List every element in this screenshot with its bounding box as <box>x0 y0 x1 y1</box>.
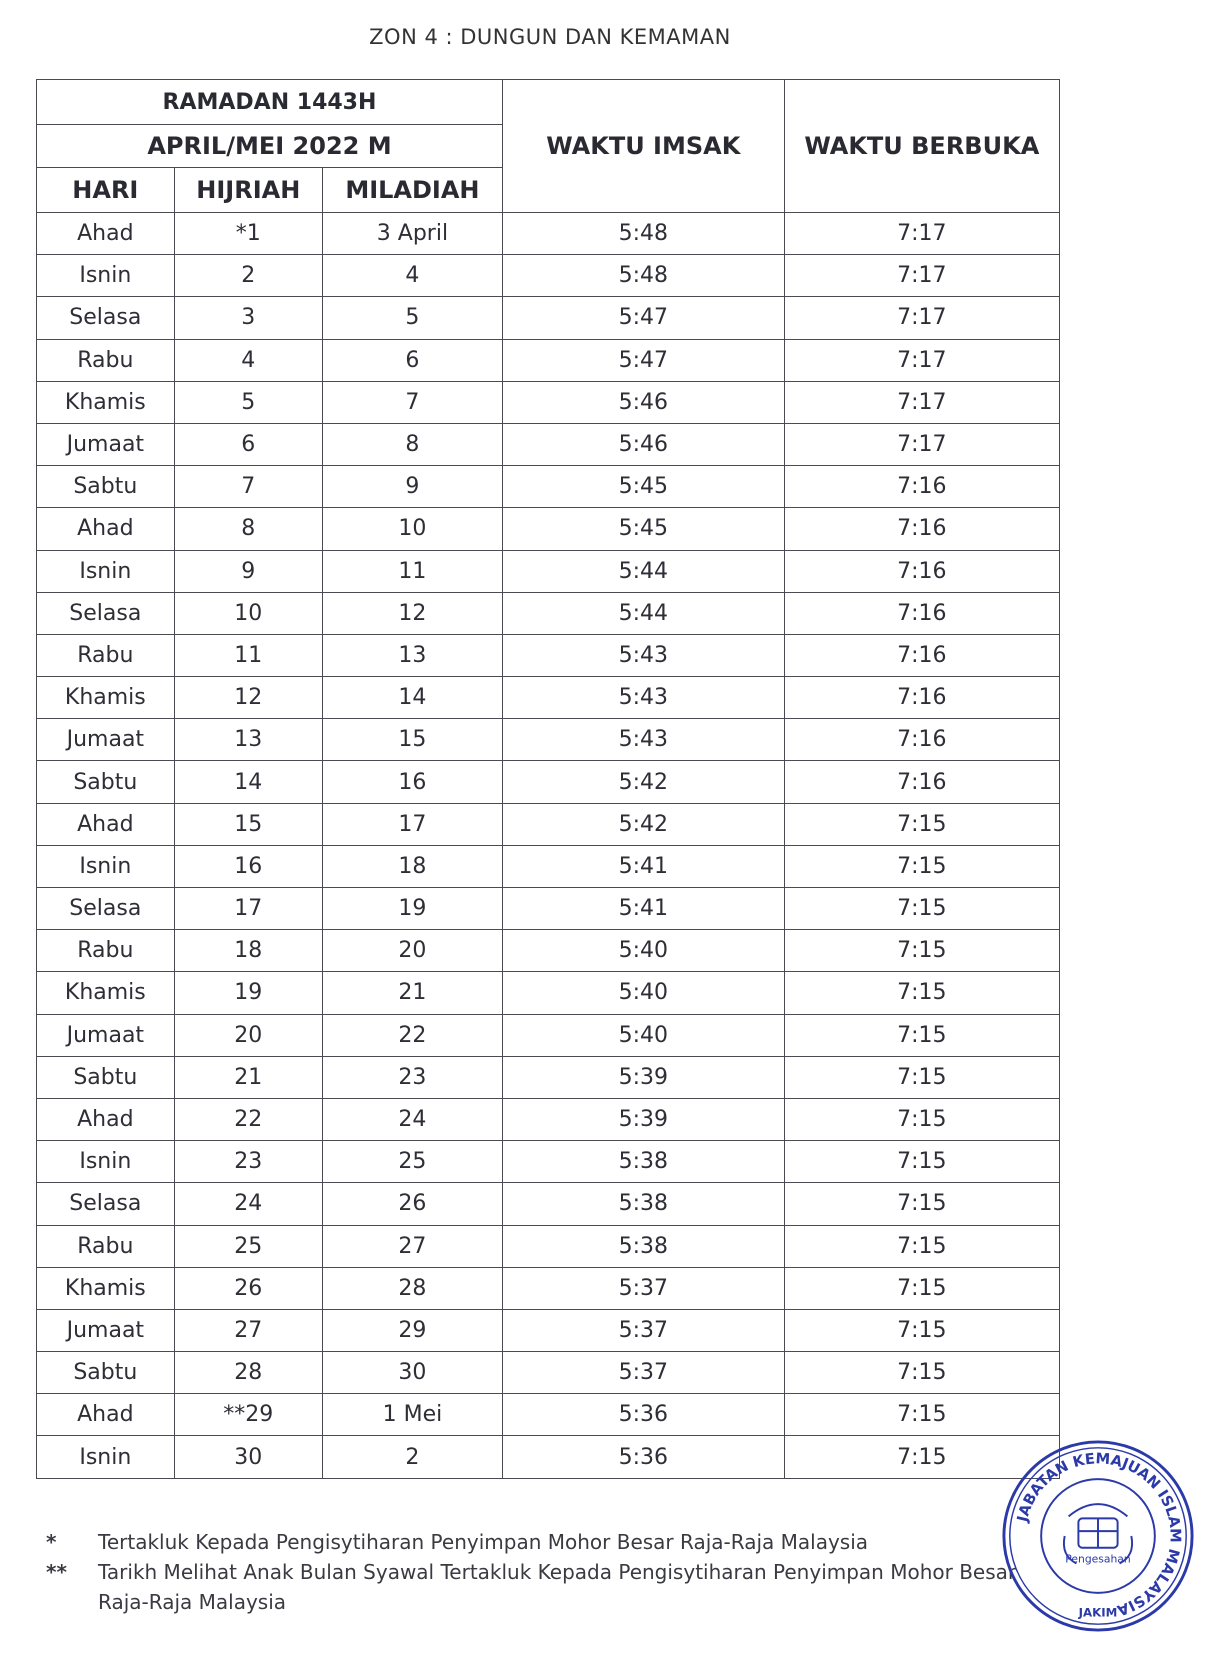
imsak-cell: 5:37 <box>502 1352 784 1394</box>
miladiah-cell: 9 <box>322 466 502 508</box>
berbuka-cell: 7:15 <box>784 972 1059 1014</box>
table-row <box>37 803 1060 845</box>
hijriah-cell: 10 <box>174 592 322 634</box>
table-row <box>37 1141 1060 1183</box>
imsak-cell: 5:40 <box>502 972 784 1014</box>
hari-cell: Ahad <box>37 1394 175 1436</box>
berbuka-cell: 7:15 <box>784 1352 1059 1394</box>
berbuka-cell: 7:15 <box>784 1309 1059 1351</box>
hijriah-cell: 23 <box>174 1141 322 1183</box>
table-row <box>37 508 1060 550</box>
footnote-mark: * <box>46 1530 57 1554</box>
table-row <box>37 1394 1060 1436</box>
hari-cell: Isnin <box>37 845 175 887</box>
miladiah-cell: 25 <box>322 1141 502 1183</box>
imsak-cell: 5:41 <box>502 888 784 930</box>
svg-text:JAKIM: JAKIM <box>1078 1605 1118 1620</box>
imsak-cell: 5:41 <box>502 845 784 887</box>
berbuka-cell: 7:15 <box>784 1436 1059 1478</box>
hari-cell: Ahad <box>37 803 175 845</box>
table-row <box>37 1056 1060 1098</box>
hijriah-cell: 16 <box>174 845 322 887</box>
table-row <box>37 1309 1060 1351</box>
imsak-cell: 5:46 <box>502 381 784 423</box>
berbuka-cell: 7:15 <box>784 888 1059 930</box>
table-row <box>37 1183 1060 1225</box>
hari-cell: Ahad <box>37 1098 175 1140</box>
miladiah-cell: 28 <box>322 1267 502 1309</box>
hari-cell: Khamis <box>37 677 175 719</box>
hari-cell: Rabu <box>37 930 175 972</box>
berbuka-cell: 7:16 <box>784 508 1059 550</box>
footnote-mark: ** <box>46 1560 67 1584</box>
miladiah-cell: 1 Mei <box>322 1394 502 1436</box>
hari-cell: Khamis <box>37 1267 175 1309</box>
hijriah-cell: 22 <box>174 1098 322 1140</box>
hijriah-cell: 15 <box>174 803 322 845</box>
berbuka-cell: 7:15 <box>784 1056 1059 1098</box>
miladiah-cell: 3 April <box>322 213 502 255</box>
svg-text:Pengesahan: Pengesahan <box>1065 1552 1131 1566</box>
miladiah-cell: 14 <box>322 677 502 719</box>
berbuka-cell: 7:17 <box>784 423 1059 465</box>
hari-cell: Selasa <box>37 592 175 634</box>
berbuka-cell: 7:15 <box>784 1225 1059 1267</box>
footnote <box>46 1557 1026 1617</box>
table-row <box>37 466 1060 508</box>
waktu-berbuka-header: WAKTU BERBUKA <box>784 80 1059 213</box>
table-row <box>37 972 1060 1014</box>
berbuka-cell: 7:15 <box>784 1183 1059 1225</box>
berbuka-cell: 7:17 <box>784 213 1059 255</box>
imsak-cell: 5:42 <box>502 761 784 803</box>
miladiah-cell: 26 <box>322 1183 502 1225</box>
hijriah-cell: 24 <box>174 1183 322 1225</box>
berbuka-cell: 7:17 <box>784 381 1059 423</box>
berbuka-cell: 7:15 <box>784 1267 1059 1309</box>
table-row <box>37 1098 1060 1140</box>
hijriah-cell: 7 <box>174 466 322 508</box>
hijriah-cell: *1 <box>174 213 322 255</box>
hijriah-cell: 28 <box>174 1352 322 1394</box>
table-row <box>37 255 1060 297</box>
miladiah-cell: 5 <box>322 297 502 339</box>
table-row <box>37 845 1060 887</box>
berbuka-cell: 7:16 <box>784 761 1059 803</box>
imsak-cell: 5:40 <box>502 930 784 972</box>
miladiah-cell: 17 <box>322 803 502 845</box>
imsak-cell: 5:47 <box>502 297 784 339</box>
hijriah-cell: 26 <box>174 1267 322 1309</box>
table-row <box>37 381 1060 423</box>
zone-title: ZON 4 : DUNGUN DAN KEMAMAN <box>369 25 731 49</box>
hijriah-cell: 21 <box>174 1056 322 1098</box>
hari-cell: Jumaat <box>37 1014 175 1056</box>
table-row <box>37 1225 1060 1267</box>
imsak-cell: 5:37 <box>502 1267 784 1309</box>
miladiah-cell: 12 <box>322 592 502 634</box>
imsak-cell: 5:40 <box>502 1014 784 1056</box>
hari-cell: Ahad <box>37 508 175 550</box>
footnote-text: Tertakluk Kepada Pengisytiharan Penyimpan Mohor Besar Raja-Raja Malaysia <box>98 1530 869 1554</box>
hijriah-cell: 3 <box>174 297 322 339</box>
hijriah-cell: 13 <box>174 719 322 761</box>
miladiah-cell: 23 <box>322 1056 502 1098</box>
miladiah-cell: 10 <box>322 508 502 550</box>
berbuka-cell: 7:16 <box>784 719 1059 761</box>
miladiah-cell: 20 <box>322 930 502 972</box>
hari-cell: Isnin <box>37 550 175 592</box>
hijriah-cell: 11 <box>174 634 322 676</box>
imsak-cell: 5:46 <box>502 423 784 465</box>
hari-cell: Selasa <box>37 888 175 930</box>
berbuka-cell: 7:16 <box>784 634 1059 676</box>
berbuka-cell: 7:15 <box>784 1098 1059 1140</box>
hari-cell: Sabtu <box>37 1056 175 1098</box>
hari-cell: Isnin <box>37 1141 175 1183</box>
imsak-cell: 5:38 <box>502 1183 784 1225</box>
miladiah-cell: 13 <box>322 634 502 676</box>
hijriah-cell: 17 <box>174 888 322 930</box>
table-row <box>37 297 1060 339</box>
ramadan-header: RAMADAN 1443H <box>37 80 503 125</box>
berbuka-cell: 7:17 <box>784 339 1059 381</box>
berbuka-cell: 7:16 <box>784 466 1059 508</box>
berbuka-cell: 7:15 <box>784 1014 1059 1056</box>
miladiah-cell: 16 <box>322 761 502 803</box>
miladiah-cell: 21 <box>322 972 502 1014</box>
berbuka-cell: 7:17 <box>784 255 1059 297</box>
footnote <box>46 1527 1026 1557</box>
table-row <box>37 213 1060 255</box>
miladiah-cell: 4 <box>322 255 502 297</box>
hijriah-cell: 9 <box>174 550 322 592</box>
berbuka-cell: 7:15 <box>784 1394 1059 1436</box>
hari-cell: Selasa <box>37 1183 175 1225</box>
table-row <box>37 1014 1060 1056</box>
hijriah-cell: 14 <box>174 761 322 803</box>
hari-cell: Rabu <box>37 1225 175 1267</box>
table-row <box>37 677 1060 719</box>
miladiah-cell: 18 <box>322 845 502 887</box>
months-header: APRIL/MEI 2022 M <box>37 125 503 168</box>
hijriah-header: HIJRIAH <box>174 168 322 213</box>
miladiah-cell: 11 <box>322 550 502 592</box>
hari-cell: Jumaat <box>37 423 175 465</box>
hijriah-cell: 25 <box>174 1225 322 1267</box>
table-row <box>37 930 1060 972</box>
imsak-cell: 5:47 <box>502 339 784 381</box>
berbuka-cell: 7:16 <box>784 550 1059 592</box>
table-row <box>37 339 1060 381</box>
table-row <box>37 592 1060 634</box>
hijriah-cell: 2 <box>174 255 322 297</box>
hari-header: HARI <box>37 168 175 213</box>
hari-cell: Khamis <box>37 972 175 1014</box>
hari-cell: Selasa <box>37 297 175 339</box>
hari-cell: Sabtu <box>37 466 175 508</box>
miladiah-cell: 6 <box>322 339 502 381</box>
footnote-text: Tarikh Melihat Anak Bulan Syawal Tertakluk Kepada Pengisytiharan Penyimpan Mohor Besar Raja-Raja Malaysia <box>98 1560 1017 1614</box>
hari-cell: Jumaat <box>37 1309 175 1351</box>
berbuka-cell: 7:15 <box>784 845 1059 887</box>
table-row <box>37 1436 1060 1478</box>
imsak-cell: 5:38 <box>502 1141 784 1183</box>
berbuka-cell: 7:16 <box>784 677 1059 719</box>
hari-cell: Jumaat <box>37 719 175 761</box>
miladiah-cell: 29 <box>322 1309 502 1351</box>
table-row <box>37 761 1060 803</box>
miladiah-cell: 22 <box>322 1014 502 1056</box>
table-row <box>37 423 1060 465</box>
table-row <box>37 634 1060 676</box>
imsak-cell: 5:45 <box>502 466 784 508</box>
hijriah-cell: 6 <box>174 423 322 465</box>
miladiah-cell: 15 <box>322 719 502 761</box>
imsak-cell: 5:48 <box>502 255 784 297</box>
miladiah-cell: 19 <box>322 888 502 930</box>
svg-text:JABATAN KEMAJUAN ISLAM MALAYSI: JABATAN KEMAJUAN ISLAM MALAYSIA <box>1014 1450 1184 1619</box>
hijriah-cell: 4 <box>174 339 322 381</box>
imsak-cell: 5:42 <box>502 803 784 845</box>
imsak-cell: 5:36 <box>502 1436 784 1478</box>
hari-cell: Rabu <box>37 634 175 676</box>
imsak-cell: 5:36 <box>502 1394 784 1436</box>
berbuka-cell: 7:15 <box>784 930 1059 972</box>
imsak-cell: 5:39 <box>502 1098 784 1140</box>
hari-cell: Khamis <box>37 381 175 423</box>
berbuka-cell: 7:16 <box>784 592 1059 634</box>
miladiah-cell: 8 <box>322 423 502 465</box>
imsak-cell: 5:43 <box>502 719 784 761</box>
table-row <box>37 550 1060 592</box>
miladiah-cell: 24 <box>322 1098 502 1140</box>
miladiah-cell: 27 <box>322 1225 502 1267</box>
imsak-cell: 5:38 <box>502 1225 784 1267</box>
imsak-cell: 5:44 <box>502 592 784 634</box>
table-row <box>37 1352 1060 1394</box>
berbuka-cell: 7:15 <box>784 803 1059 845</box>
hijriah-cell: 20 <box>174 1014 322 1056</box>
waktu-imsak-header: WAKTU IMSAK <box>502 80 784 213</box>
jakim-seal-stamp <box>1000 1438 1196 1634</box>
imsak-cell: 5:43 <box>502 634 784 676</box>
hijriah-cell: 27 <box>174 1309 322 1351</box>
imsak-cell: 5:39 <box>502 1056 784 1098</box>
hari-cell: Isnin <box>37 1436 175 1478</box>
miladiah-header: MILADIAH <box>322 168 502 213</box>
imsak-cell: 5:37 <box>502 1309 784 1351</box>
berbuka-cell: 7:17 <box>784 297 1059 339</box>
miladiah-cell: 7 <box>322 381 502 423</box>
miladiah-cell: 2 <box>322 1436 502 1478</box>
table-row <box>37 1267 1060 1309</box>
imsak-cell: 5:43 <box>502 677 784 719</box>
table-row <box>37 719 1060 761</box>
hari-cell: Sabtu <box>37 1352 175 1394</box>
berbuka-cell: 7:15 <box>784 1141 1059 1183</box>
imsak-cell: 5:45 <box>502 508 784 550</box>
imsak-cell: 5:48 <box>502 213 784 255</box>
imsak-berbuka-table <box>36 79 1060 1479</box>
hijriah-cell: 19 <box>174 972 322 1014</box>
table-row <box>37 888 1060 930</box>
hari-cell: Isnin <box>37 255 175 297</box>
footnotes <box>46 1527 1026 1617</box>
hari-cell: Rabu <box>37 339 175 381</box>
imsak-cell: 5:44 <box>502 550 784 592</box>
hijriah-cell: 8 <box>174 508 322 550</box>
miladiah-cell: 30 <box>322 1352 502 1394</box>
hari-cell: Sabtu <box>37 761 175 803</box>
hijriah-cell: 12 <box>174 677 322 719</box>
hijriah-cell: 30 <box>174 1436 322 1478</box>
hari-cell: Ahad <box>37 213 175 255</box>
hijriah-cell: **29 <box>174 1394 322 1436</box>
hijriah-cell: 5 <box>174 381 322 423</box>
hijriah-cell: 18 <box>174 930 322 972</box>
